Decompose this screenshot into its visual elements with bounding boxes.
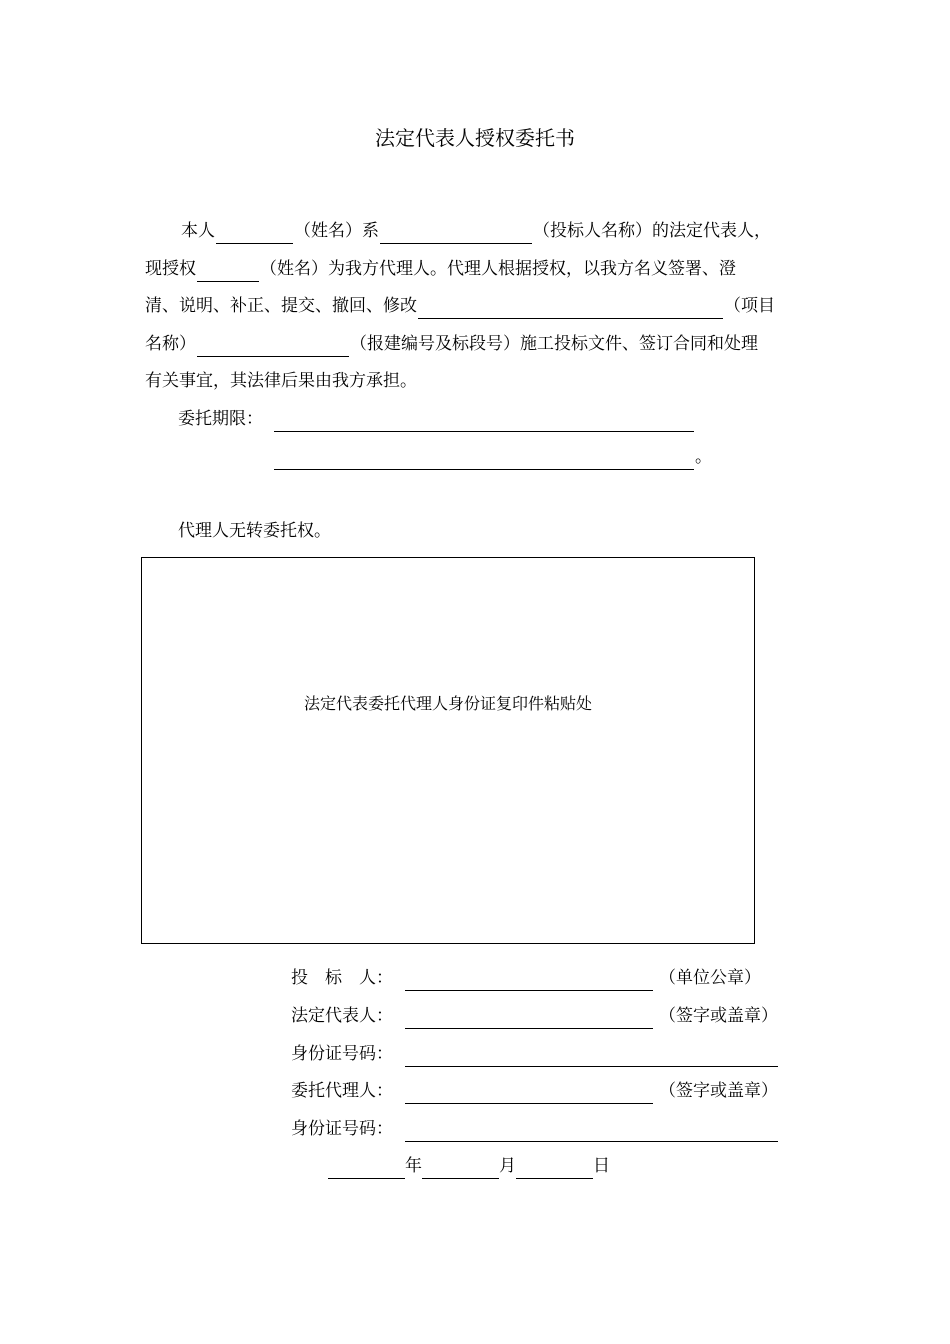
text-benren: 本人 [181, 221, 215, 241]
id-number-field-2[interactable] [405, 1121, 778, 1142]
signature-row-bidder [291, 965, 761, 991]
no-subdelegation-text [178, 518, 843, 544]
legal-rep-label: 法定代表人： [291, 1006, 393, 1026]
month-label: 月 [499, 1156, 516, 1176]
agent-label: 委托代理人： [291, 1081, 393, 1101]
text-name-of: （姓名）系 [294, 221, 379, 241]
text-agent-desc: （姓名）为我方代理人。代理人根据授权，以我方名义签署、澄 [260, 259, 736, 279]
bidder-note: （单位公章） [659, 968, 761, 988]
paragraph-line-5 [145, 368, 810, 394]
blank-name[interactable] [216, 223, 293, 244]
text-authorize: 现授权 [145, 259, 196, 279]
term-row [178, 406, 843, 432]
blank-agent-name[interactable] [197, 261, 259, 282]
legal-rep-note: （签字或盖章） [659, 1006, 778, 1026]
signature-row-agent [291, 1078, 778, 1104]
id-number-label-2: 身份证号码： [291, 1119, 393, 1139]
signature-row-id-1 [291, 1041, 778, 1067]
no-subdelegation-label: 代理人无转委托权。 [178, 521, 331, 541]
agent-note: （签字或盖章） [659, 1081, 778, 1101]
legal-rep-field[interactable] [405, 1008, 653, 1029]
id-copy-box-label: 法定代表委托代理人身份证复印件粘贴处 [303, 694, 592, 713]
bidder-field[interactable] [405, 970, 653, 991]
term-end-mark: 。 [695, 447, 712, 467]
year-label: 年 [405, 1156, 422, 1176]
day-label: 日 [593, 1156, 610, 1176]
id-number-field-1[interactable] [405, 1046, 778, 1067]
agent-field[interactable] [405, 1083, 653, 1104]
blank-bidder-name[interactable] [380, 223, 532, 244]
paragraph-line-1 [145, 218, 810, 244]
bidder-label: 投 标 人： [291, 968, 393, 988]
text-legal-consequence: 有关事宜，其法律后果由我方承担。 [145, 371, 417, 391]
document-title: 法定代表人授权委托书 [375, 126, 575, 150]
blank-project-name[interactable] [418, 298, 723, 319]
blank-registration-number[interactable] [197, 336, 349, 357]
paragraph-line-4 [145, 331, 810, 357]
text-legal-rep: （投标人名称）的法定代表人， [533, 221, 771, 241]
text-actions: 清、说明、补正、提交、撤回、修改 [145, 296, 417, 316]
text-bid-scope: （报建编号及标段号）施工投标文件、签订合同和处理 [350, 334, 758, 354]
paragraph-line-2 [145, 256, 810, 282]
signature-row-legal-rep [291, 1003, 778, 1029]
date-row [328, 1153, 610, 1179]
day-field[interactable] [516, 1158, 593, 1179]
term-blank-2[interactable] [274, 449, 694, 470]
term-row-2 [273, 444, 938, 470]
text-project-label: （项目 [724, 296, 775, 316]
month-field[interactable] [422, 1158, 499, 1179]
term-blank-1[interactable] [274, 411, 694, 432]
text-name-close: 名称） [145, 334, 196, 354]
id-number-label-1: 身份证号码： [291, 1044, 393, 1064]
year-field[interactable] [328, 1158, 405, 1179]
id-copy-paste-box [141, 557, 755, 944]
term-label: 委托期限： [178, 409, 263, 429]
signature-row-id-2 [291, 1116, 778, 1142]
paragraph-line-3 [145, 293, 810, 319]
